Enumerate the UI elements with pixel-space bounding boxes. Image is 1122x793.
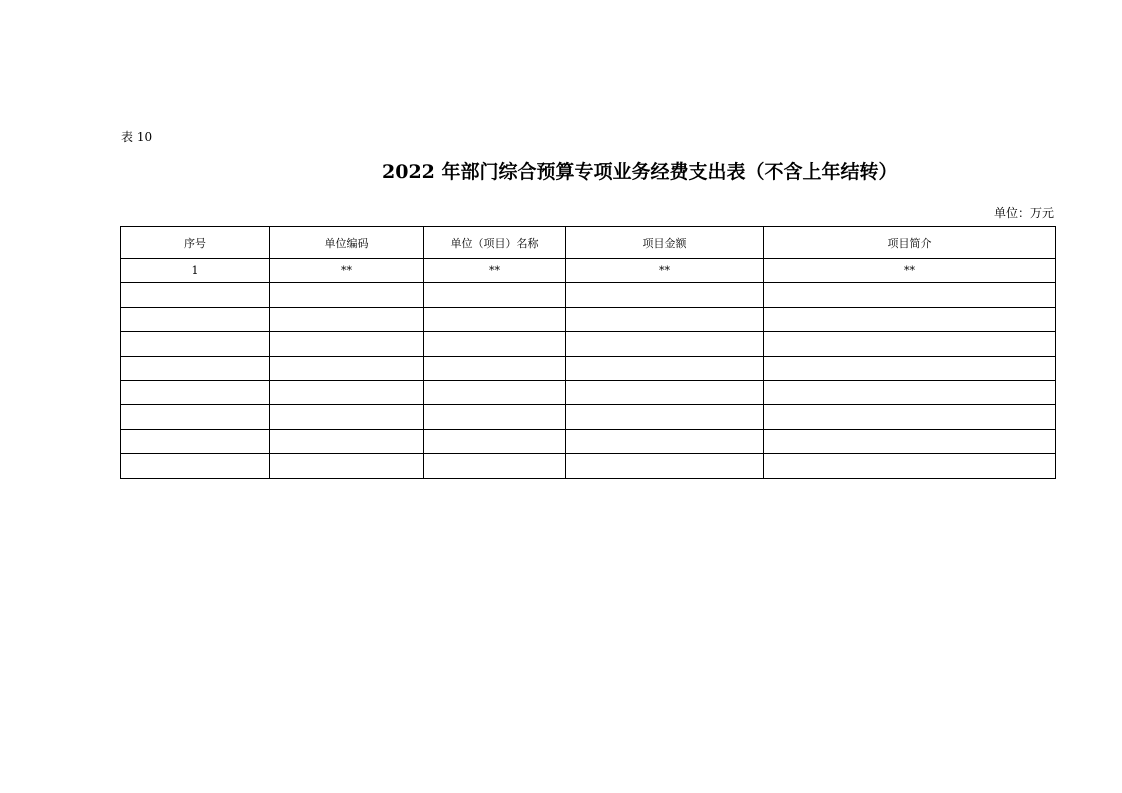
cell-unit-code (270, 356, 424, 380)
column-header-project-amount: 项目金额 (566, 227, 764, 259)
cell-project-description (764, 356, 1056, 380)
cell-index (121, 405, 270, 429)
cell-index (121, 356, 270, 380)
cell-project-amount (566, 429, 764, 453)
cell-project-amount (566, 307, 764, 331)
cell-index (121, 307, 270, 331)
cell-unit-code: ** (270, 259, 424, 283)
column-header-unit-code: 单位编码 (270, 227, 424, 259)
cell-project-amount (566, 405, 764, 429)
cell-project-description (764, 332, 1056, 356)
cell-index (121, 454, 270, 478)
cell-project-description: ** (764, 259, 1056, 283)
unit-note: 单位：万元 (993, 206, 1054, 220)
cell-index (121, 332, 270, 356)
cell-index: 1 (121, 259, 270, 283)
column-header-unit-project-name: 单位（项目）名称 (424, 227, 566, 259)
cell-unit-code (270, 405, 424, 429)
cell-project-description (764, 283, 1056, 307)
cell-unit-code (270, 283, 424, 307)
cell-project-description (764, 405, 1056, 429)
cell-project-amount (566, 380, 764, 404)
cell-project-description (764, 307, 1056, 331)
cell-index (121, 429, 270, 453)
budget-table (120, 226, 1056, 479)
table-header-row (121, 227, 1056, 259)
cell-project-description (764, 380, 1056, 404)
cell-project-amount: ** (566, 259, 764, 283)
table-row (121, 454, 1056, 478)
cell-unit-project-name (424, 429, 566, 453)
cell-unit-code (270, 429, 424, 453)
cell-unit-code (270, 332, 424, 356)
cell-unit-project-name: ** (424, 259, 566, 283)
cell-unit-project-name (424, 356, 566, 380)
cell-project-amount (566, 283, 764, 307)
cell-unit-code (270, 307, 424, 331)
cell-unit-project-name (424, 307, 566, 331)
cell-project-amount (566, 454, 764, 478)
table-row (121, 405, 1056, 429)
table-row (121, 332, 1056, 356)
table-row (121, 259, 1056, 283)
cell-project-amount (566, 356, 764, 380)
column-header-index: 序号 (121, 227, 270, 259)
cell-unit-project-name (424, 283, 566, 307)
cell-index (121, 283, 270, 307)
page-title: 2022 年部门综合预算专项业务经费支出表（不含上年结转） (382, 161, 898, 183)
table-row (121, 429, 1056, 453)
cell-unit-code (270, 380, 424, 404)
cell-unit-project-name (424, 405, 566, 429)
table-number-label: 表 10 (121, 130, 153, 144)
cell-unit-project-name (424, 332, 566, 356)
table-row (121, 307, 1056, 331)
table-row (121, 356, 1056, 380)
column-header-project-description: 项目简介 (764, 227, 1056, 259)
cell-project-amount (566, 332, 764, 356)
cell-unit-code (270, 454, 424, 478)
table-row (121, 380, 1056, 404)
cell-project-description (764, 454, 1056, 478)
cell-unit-project-name (424, 380, 566, 404)
cell-index (121, 380, 270, 404)
cell-unit-project-name (424, 454, 566, 478)
cell-project-description (764, 429, 1056, 453)
table-row (121, 283, 1056, 307)
